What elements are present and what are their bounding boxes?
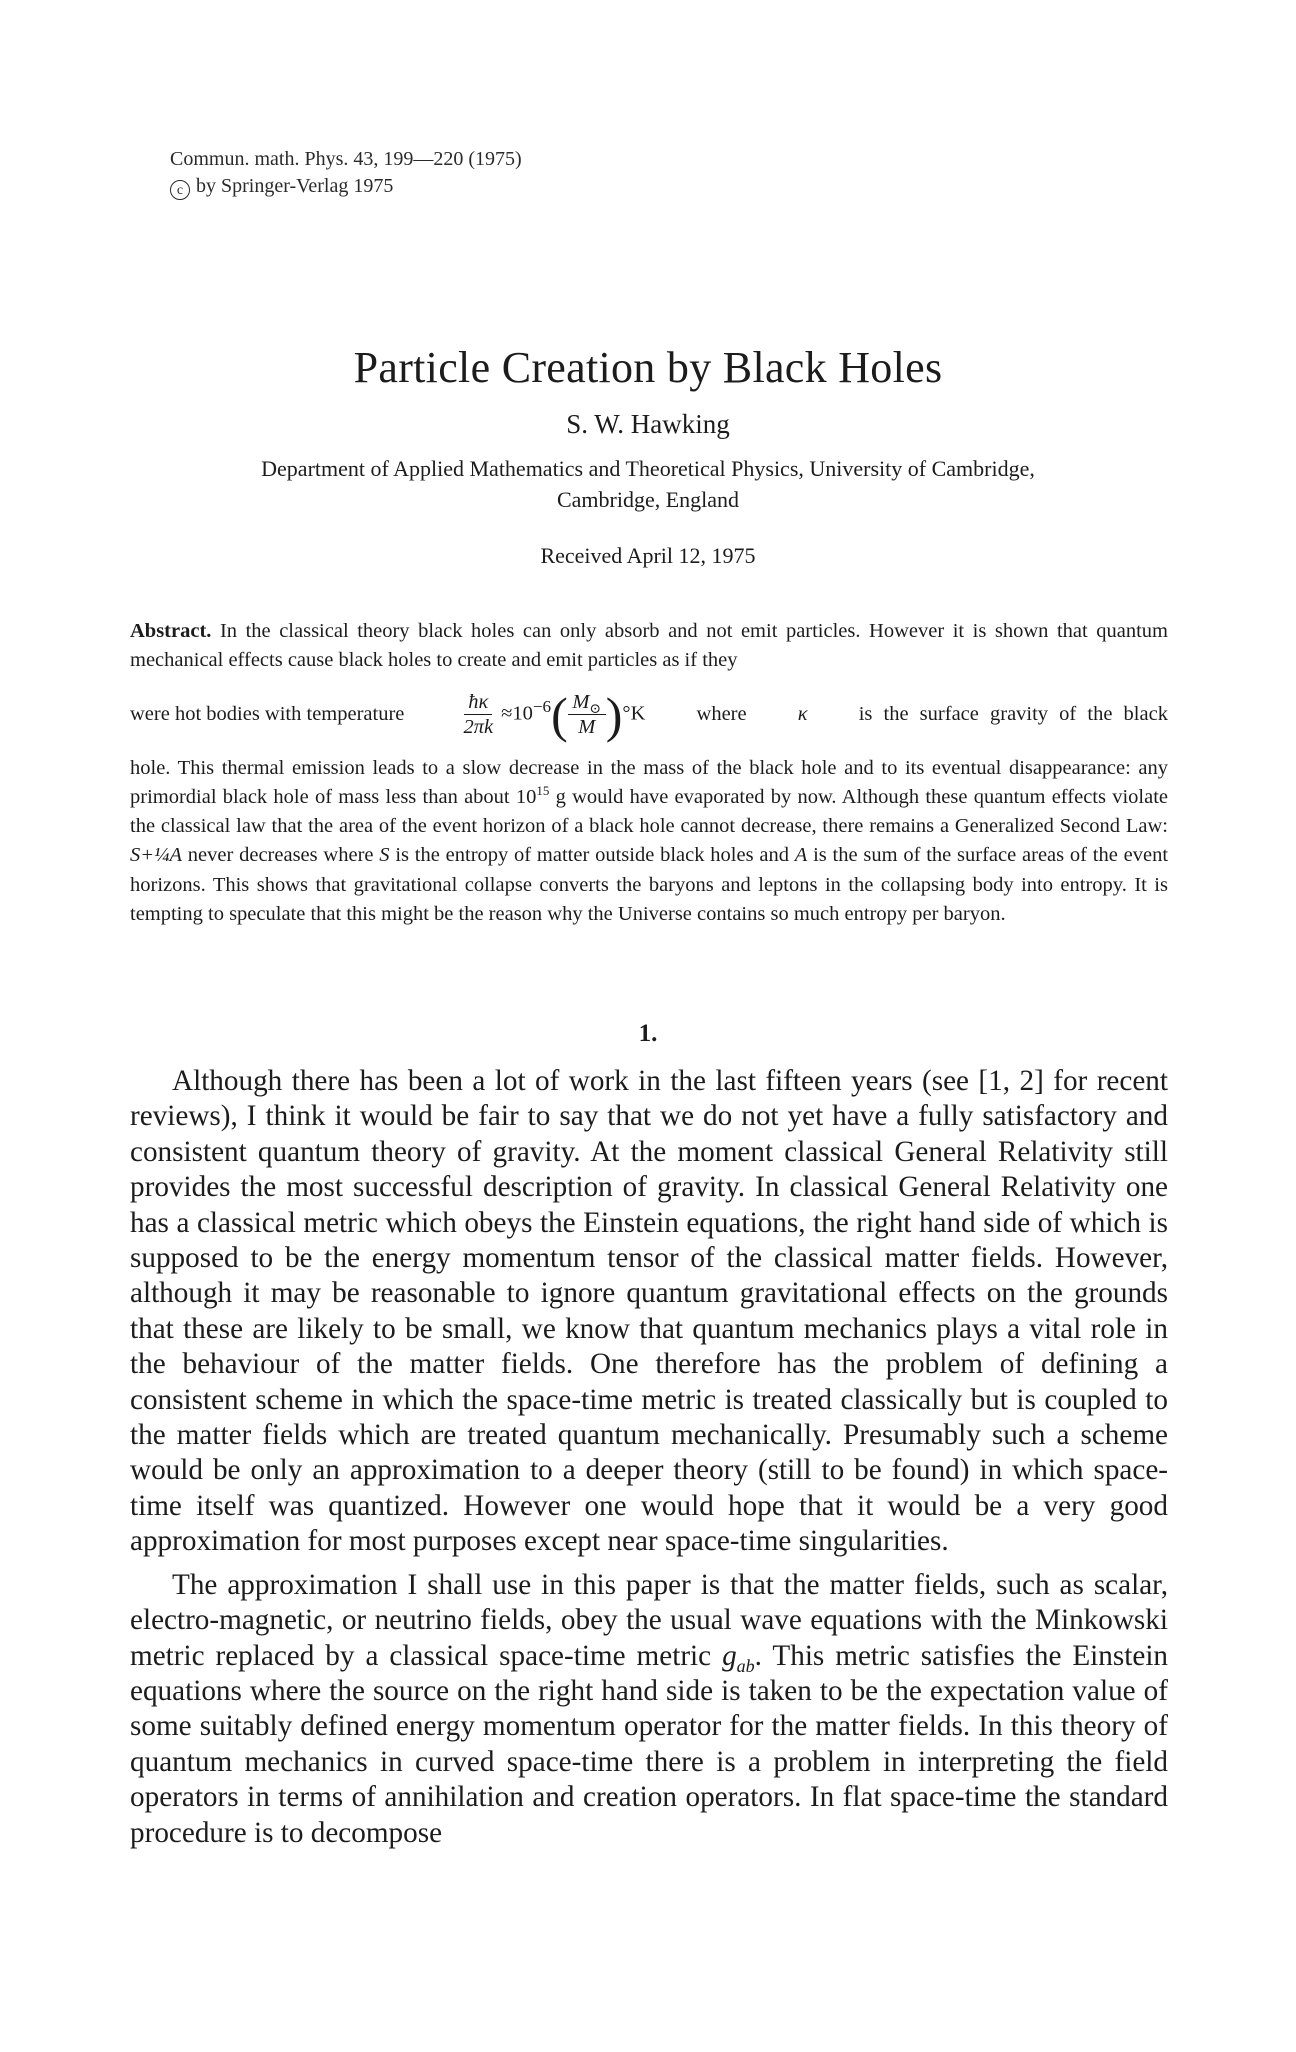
author-name: S. W. Hawking <box>566 409 730 439</box>
paragraph-2-text-b: . This metric satisfies the Einstein equations where the source on the right hand side is taken to be the expectation value of some suitably defined energy momentum operator for the matter fields. In this theory of quantum mechanics in curved space-time there is a problem in interpreting the field operators in terms of annihilation and creation operators. In flat space-time the standard procedure is to decompose <box>130 1639 1169 1849</box>
journal-header <box>170 146 522 200</box>
fraction-numerator: ħκ <box>464 690 492 715</box>
kappa-symbol: κ <box>797 702 808 725</box>
sun-symbol: ⊙ <box>589 702 602 718</box>
temperature-fraction <box>460 690 498 739</box>
abstract <box>130 617 1168 929</box>
area-symbol: A <box>794 844 808 867</box>
journal-citation: Commun. math. Phys. 43, 199—220 (1975) <box>170 148 522 170</box>
abstract-part-2 <box>130 754 1168 930</box>
mass-denominator: M <box>578 716 596 739</box>
temperature-unit: °K <box>622 702 646 725</box>
formula-tail-a: where <box>696 702 747 725</box>
approx-ten: ≈10 <box>501 702 533 725</box>
abstract-text-1: In the classical theory black holes can only absorb and not emit particles. However it is shown that quantum mechanical effects cause black holes to create and emit particles as if they <box>130 620 1169 672</box>
affiliation-line-2: Cambridge, England <box>556 487 740 512</box>
metric-subscript: ab <box>736 1655 755 1676</box>
paper-title: Particle Creation by Black Holes <box>353 343 943 392</box>
right-paren-icon: ) <box>605 686 623 743</box>
affiliation <box>0 453 1296 515</box>
body-text <box>130 1064 1168 1851</box>
mass-numerator <box>568 690 605 718</box>
paragraph-1: Although there has been a lot of work in the last fifteen years (see [1, 2] for recent reviews), I think it would be fair to say that we do not yet have a fully satisfactory and consistent quantum theory of gravity. At the moment classical General Relativity still provides the most successful description of gravity. In classical General Relativity one has a classical metric which obeys the Einstein equations, the right hand side of which is supposed to be the energy momentum tensor of the classical matter fields. However, although it may be reasonable to ignore quantum gravitational effects on the grounds that these are likely to be small, we know that quantum mechanics plays a vital role in the behaviour of the matter fields. One therefore has the problem of defining a consistent scheme in which the space-time metric is treated classically but is coupled to the matter fields which are treated quantum mechanically. Presumably such a scheme would be only an approximation to a deeper theory (still to be found) in which space-time itself was quantized. However one would hope that it would be a very good approximation for most purposes except near space-time singularities. <box>130 1065 1168 1558</box>
abstract-text-2e: is the sum of the surface areas of the event horizons. This shows that gravitational collapse converts the baryons and leptons in the collapsing body into entropy. It is tempting to speculate that this might be the reason why the Universe contains so much entropy per baryon. <box>130 844 1169 926</box>
fraction-denominator: 2πk <box>463 716 494 739</box>
entropy-symbol: S <box>379 844 390 867</box>
abstract-formula-line <box>130 676 1168 754</box>
received-date: Received April 12, 1975 <box>540 543 756 568</box>
copyright-text: by Springer-Verlag 1975 <box>196 175 394 197</box>
paragraph-2-text-a: The approximation I shall use in this paper is that the matter fields, such as scalar, electro-magnetic, or neutrino fields, obey the usual wave equations with the Minkowski metric replaced by a classical space-time metric <box>130 1568 1168 1672</box>
solar-mass: M <box>572 691 590 714</box>
temperature-formula <box>456 686 646 743</box>
formula-tail-b: is the surface gravity of the black <box>858 702 1168 725</box>
mass-ratio <box>568 690 606 739</box>
abstract-text-2d: is the entropy of matter outside black holes and <box>395 844 789 867</box>
formula-lead: were hot bodies with temperature <box>130 702 405 725</box>
abstract-part-1 <box>130 617 1168 676</box>
affiliation-line-1: Department of Applied Mathematics and Theoretical Physics, University of Cambridge, <box>261 456 1035 481</box>
abstract-label: Abstract. <box>130 620 212 642</box>
mass-exponent: 15 <box>536 783 550 799</box>
copyright-line <box>170 173 522 200</box>
paragraph-2 <box>130 1568 1168 1851</box>
second-law-formula: S+¼A <box>130 844 182 867</box>
exponent: −6 <box>532 696 552 716</box>
section-heading: 1. <box>638 1020 658 1047</box>
abstract-text-2a: hole. This thermal emission leads to a slow decrease in the mass of the black hole and to its eventual disappearance: any primordial black hole of mass less than about 10 <box>130 756 1168 808</box>
copyright-icon: c <box>170 180 190 200</box>
abstract-text-2c: never decreases where <box>187 844 374 867</box>
metric-symbol: g <box>722 1639 737 1672</box>
abstract-text-2b: g would have evaporated by now. Although these quantum effects violate the classical law that the area of the event horizon of a black hole cannot decrease, there remains a Generalized Second Law: <box>130 785 1168 838</box>
left-paren-icon: ( <box>551 686 568 743</box>
